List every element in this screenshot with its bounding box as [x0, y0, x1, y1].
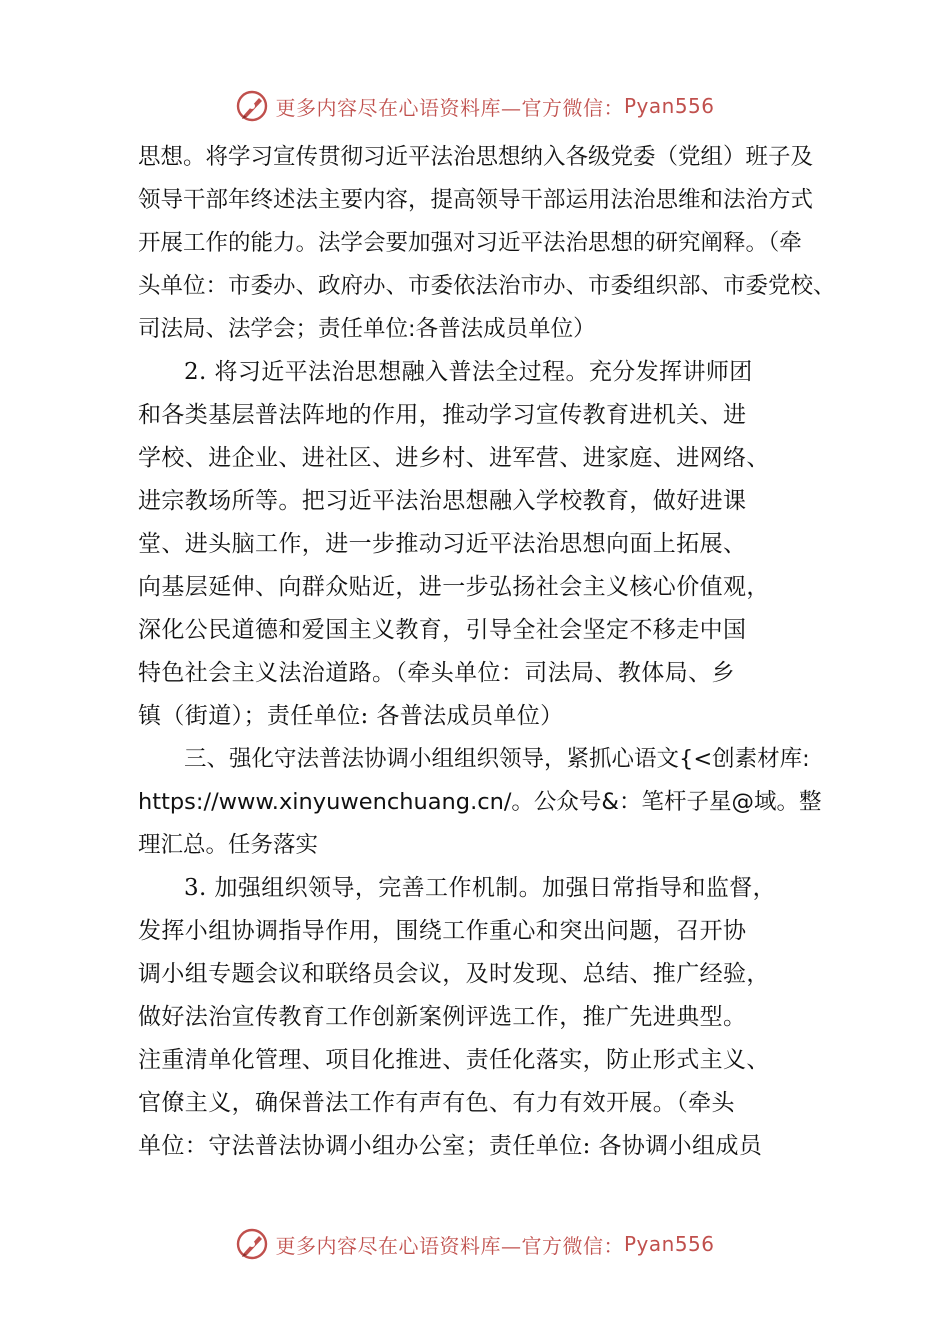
text-line: 领导干部年终述法主要内容，提高领导干部运用法治思维和法治方式	[138, 187, 814, 213]
text-line: 和各类基层普法阵地的作用，推动学习宣传教育进机关、进	[138, 402, 747, 428]
text-line: 做好法治宣传教育工作创新案例评选工作，推广先进典型。	[138, 1004, 747, 1030]
text-line: 官僚主义，确保普法工作有声有色、有力有效开展。（牵头	[138, 1090, 735, 1116]
section-heading: 三、强化守法普法协调小组组织领导，紧抓心语文{<创素材库:	[184, 746, 810, 772]
watermark-site-text: 更多内容尽在心语资料库—官方微信：	[275, 1233, 624, 1258]
text-line: 单位：守法普法协调小组办公室；责任单位: 各协调小组成员	[138, 1133, 763, 1159]
header-watermark	[0, 86, 950, 126]
text-line: 注重清单化管理、项目化推进、责任化落实，防止形式主义、	[138, 1047, 770, 1073]
text-line: 2. 将习近平法治思想融入普法全过程。充分发挥讲师团	[184, 359, 753, 385]
text-line: 思想。将学习宣传贯彻习近平法治思想纳入各级党委（党组）班子及	[138, 144, 814, 170]
text-line: 3. 加强组织领导，完善工作机制。加强日常指导和监督，	[184, 875, 777, 901]
pen-circle-icon	[235, 1227, 269, 1261]
text-line: 理汇总。任务落实	[138, 832, 319, 858]
watermark-wechat-id: Pyan556	[623, 94, 715, 118]
text-line: https://www.xinyuwenchuang.cn/。公众号&：笔杆子星@域。整	[138, 789, 822, 815]
text-line: 向基层延伸、向群众贴近，进一步弘扬社会主义核心价值观，	[138, 574, 770, 600]
text-line: 发挥小组协调指导作用，围绕工作重心和突出问题，召开协	[138, 918, 747, 944]
text-line: 开展工作的能力。法学会要加强对习近平法治思想的研究阐释。（牵	[138, 230, 802, 256]
text-line: 镇（街道）；责任单位: 各普法成员单位）	[138, 703, 564, 729]
text-line: 堂、进头脑工作，进一步推动习近平法治思想向面上拓展、	[138, 531, 747, 557]
text-line: 司法局、法学会；责任单位:各普法成员单位）	[138, 316, 596, 342]
pen-circle-icon	[235, 89, 269, 123]
footer-watermark	[0, 1224, 950, 1264]
text-line: 特色社会主义法治道路。（牵头单位：司法局、教体局、乡	[138, 660, 735, 686]
text-line: 头单位：市委办、政府办、市委依法治市办、市委组织部、市委党校、	[138, 273, 836, 299]
text-line: 调小组专题会议和联络员会议，及时发现、总结、推广经验，	[138, 961, 770, 987]
document-body	[138, 136, 836, 1168]
text-line: 深化公民道德和爱国主义教育，引导全社会坚定不移走中国	[138, 617, 747, 643]
watermark-wechat-id: Pyan556	[623, 1232, 715, 1256]
watermark-site-text: 更多内容尽在心语资料库—官方微信：	[275, 95, 624, 120]
text-line: 进宗教场所等。把习近平法治思想融入学校教育，做好进课	[138, 488, 747, 514]
text-line: 学校、进企业、进社区、进乡村、进军营、进家庭、进网络、	[138, 445, 770, 471]
